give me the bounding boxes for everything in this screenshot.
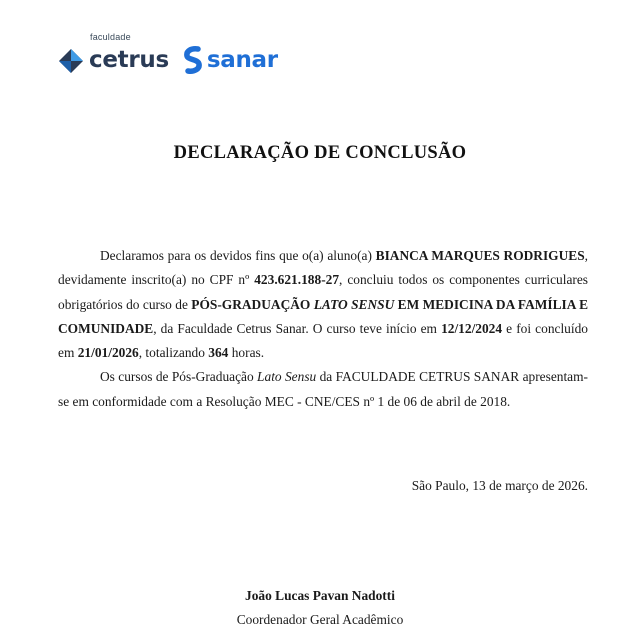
signature-block [0, 584, 640, 632]
text-segment: , devidamente inscrito(a) no CPF nº [58, 248, 589, 288]
cetrus-logo [58, 34, 169, 74]
signatory-name: João Lucas Pavan Nadotti [245, 588, 395, 603]
signatory-role: Coordenador Geral Acadêmico [236, 612, 404, 627]
course-name-part: PÓS-GRADUAÇÃO [191, 296, 314, 312]
sanar-s-icon [183, 46, 203, 74]
text-segment: , totalizando [138, 345, 209, 361]
declaration-body [58, 244, 588, 414]
text-segment: Declaramos para os devidos fins que o(a) aluno(a) [100, 248, 376, 263]
text-segment: Os cursos de Pós-Graduação [100, 369, 258, 385]
text-segment: e foi concluído em [58, 320, 588, 361]
text-segment: horas. [228, 345, 265, 361]
cetrus-diamond-icon [58, 48, 84, 74]
sanar-logo-word: sanar [206, 47, 278, 73]
text-segment: da FACULDADE CETRUS SANAR apresentam-se em conformidade com a Resolução MEC - CNE/CES nº 1 de 06 de abril de 2018. [58, 369, 588, 409]
total-hours: 364 [208, 345, 229, 361]
header-logos [58, 34, 278, 74]
cetrus-logo-small-text: faculdade [90, 32, 131, 42]
student-cpf: 423.621.188-27 [254, 272, 340, 288]
student-name: BIANCA MARQUES RODRIGUES [375, 248, 585, 263]
start-date: 12/12/2024 [441, 320, 503, 336]
cetrus-logo-word: cetrus [89, 47, 169, 73]
declaration-paragraph-1 [58, 244, 588, 365]
issue-date: São Paulo, 13 de março de 2026. [411, 478, 588, 493]
sanar-logo [183, 46, 278, 74]
course-name-italic: LATO SENSU [313, 296, 395, 312]
text-segment: , da Faculdade Cetrus Sanar. O curso teve início em [153, 320, 442, 336]
document-title: DECLARAÇÃO DE CONCLUSÃO [173, 143, 467, 163]
end-date: 21/01/2026 [77, 345, 139, 361]
text-segment: , concluiu todos os componentes curriculares obrigatórios do curso de [58, 272, 588, 312]
declaration-paragraph-2 [58, 365, 588, 414]
lato-sensu-italic: Lato Sensu [257, 369, 317, 385]
course-name-part: EM MEDICINA DA FAMÍLIA E COMUNIDADE [58, 296, 589, 336]
